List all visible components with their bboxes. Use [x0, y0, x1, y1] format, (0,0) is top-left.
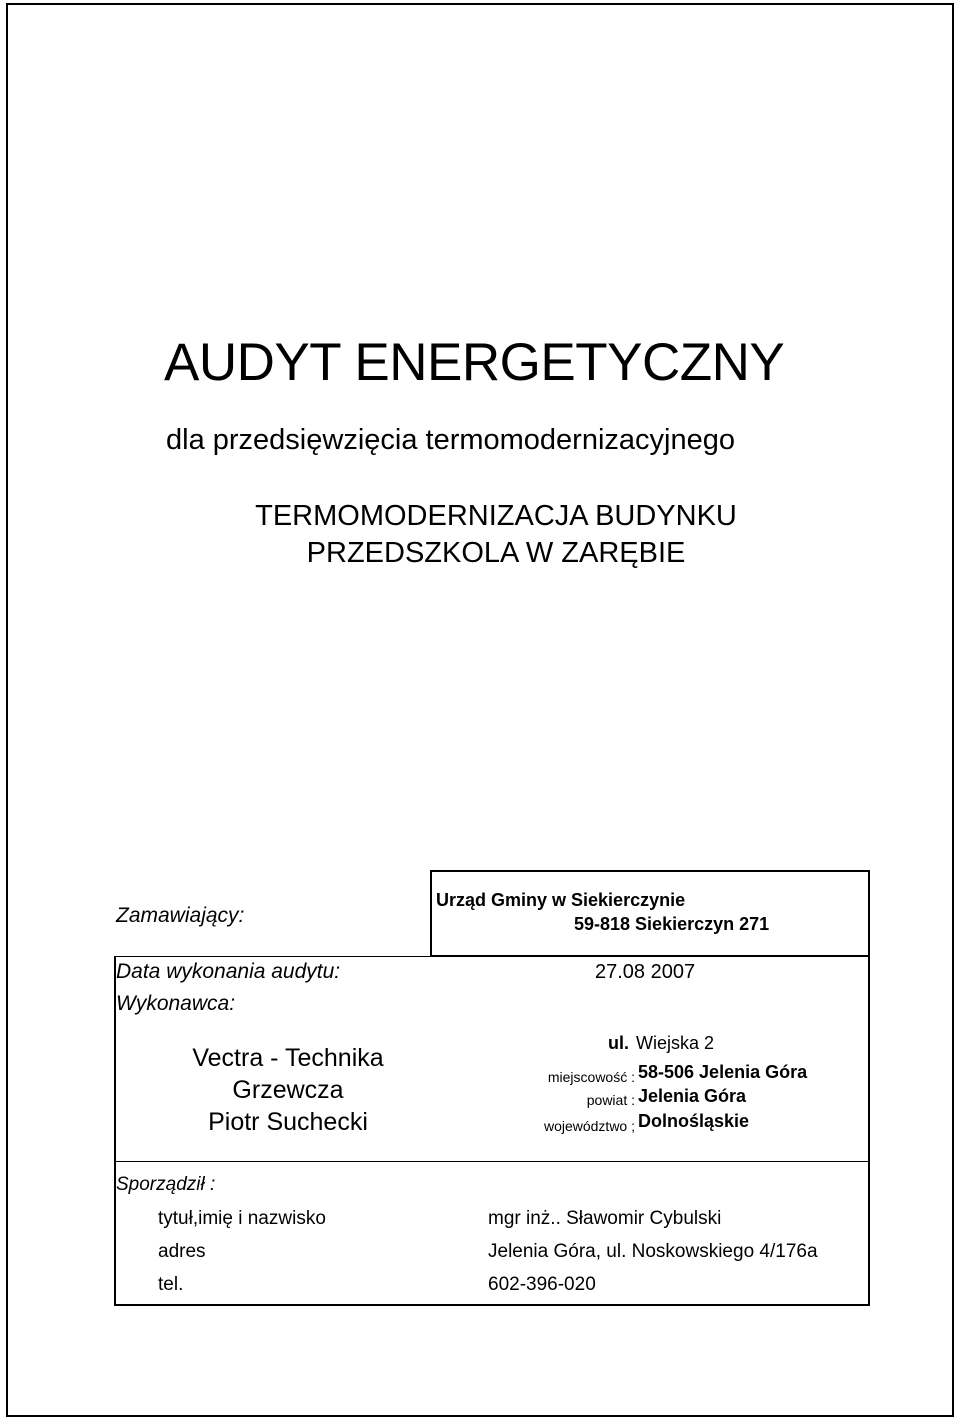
table-divider — [114, 956, 870, 957]
voivodeship-value: Dolnośląskie — [638, 1111, 750, 1131]
prepared-by-phone-label: tel. — [158, 1274, 184, 1295]
prepared-by-address-value: Jelenia Góra, ul. Noskowskiego 4/176a — [488, 1241, 818, 1262]
client-label: Zamawiający: — [116, 904, 245, 927]
prepared-by-name-value: mgr inż.. Sławomir Cybulski — [488, 1208, 722, 1229]
project-title-line-1: TERMOMODERNIZACJA BUDYNKU — [255, 500, 737, 532]
prepared-by-phone-value: 602-396-020 — [488, 1274, 596, 1295]
audit-date-value: 27.08 2007 — [595, 961, 696, 983]
table-border-bottom — [114, 1304, 870, 1306]
contractor-name-line-3: Piotr Suchecki — [208, 1108, 368, 1136]
locality-label: miejscowość : — [547, 1069, 635, 1085]
section-divider — [114, 1161, 870, 1162]
project-title-line-2: PRZEDSZKOLA W ZARĘBIE — [306, 537, 686, 569]
county-value: Jelenia Góra — [638, 1086, 747, 1106]
contractor-label: Wykonawca: — [116, 992, 236, 1015]
prepared-by-name-label: tytuł,imię i nazwisko — [158, 1208, 326, 1229]
voivodeship-label: województwo ; — [543, 1118, 635, 1134]
client-address: 59-818 Siekierczyn 271 — [574, 914, 770, 934]
audit-info-table — [114, 870, 870, 1306]
county-label: powiat : — [586, 1092, 635, 1108]
prepared-by-label: Sporządził : — [116, 1174, 216, 1195]
contractor-name — [138, 1042, 438, 1138]
table-border-right — [868, 870, 870, 1306]
contractor-street: Wiejska 2 — [636, 1033, 715, 1053]
contractor-street-prefix: ul. — [608, 1033, 629, 1053]
prepared-by-address-label: adres — [158, 1241, 206, 1262]
contractor-name-line-2: Grzewcza — [232, 1076, 344, 1104]
locality-value: 58-506 Jelenia Góra — [638, 1062, 808, 1082]
document-subtitle: dla przedsięwzięcia termomodernizacyjnego — [166, 424, 735, 456]
audit-date-label: Data wykonania audytu: — [116, 960, 341, 983]
document-title: AUDYT ENERGETYCZNY — [164, 333, 785, 392]
contractor-name-line-1: Vectra - Technika — [192, 1044, 384, 1072]
client-box — [430, 870, 870, 956]
client-name: Urząd Gminy w Siekierczynie — [436, 890, 686, 910]
